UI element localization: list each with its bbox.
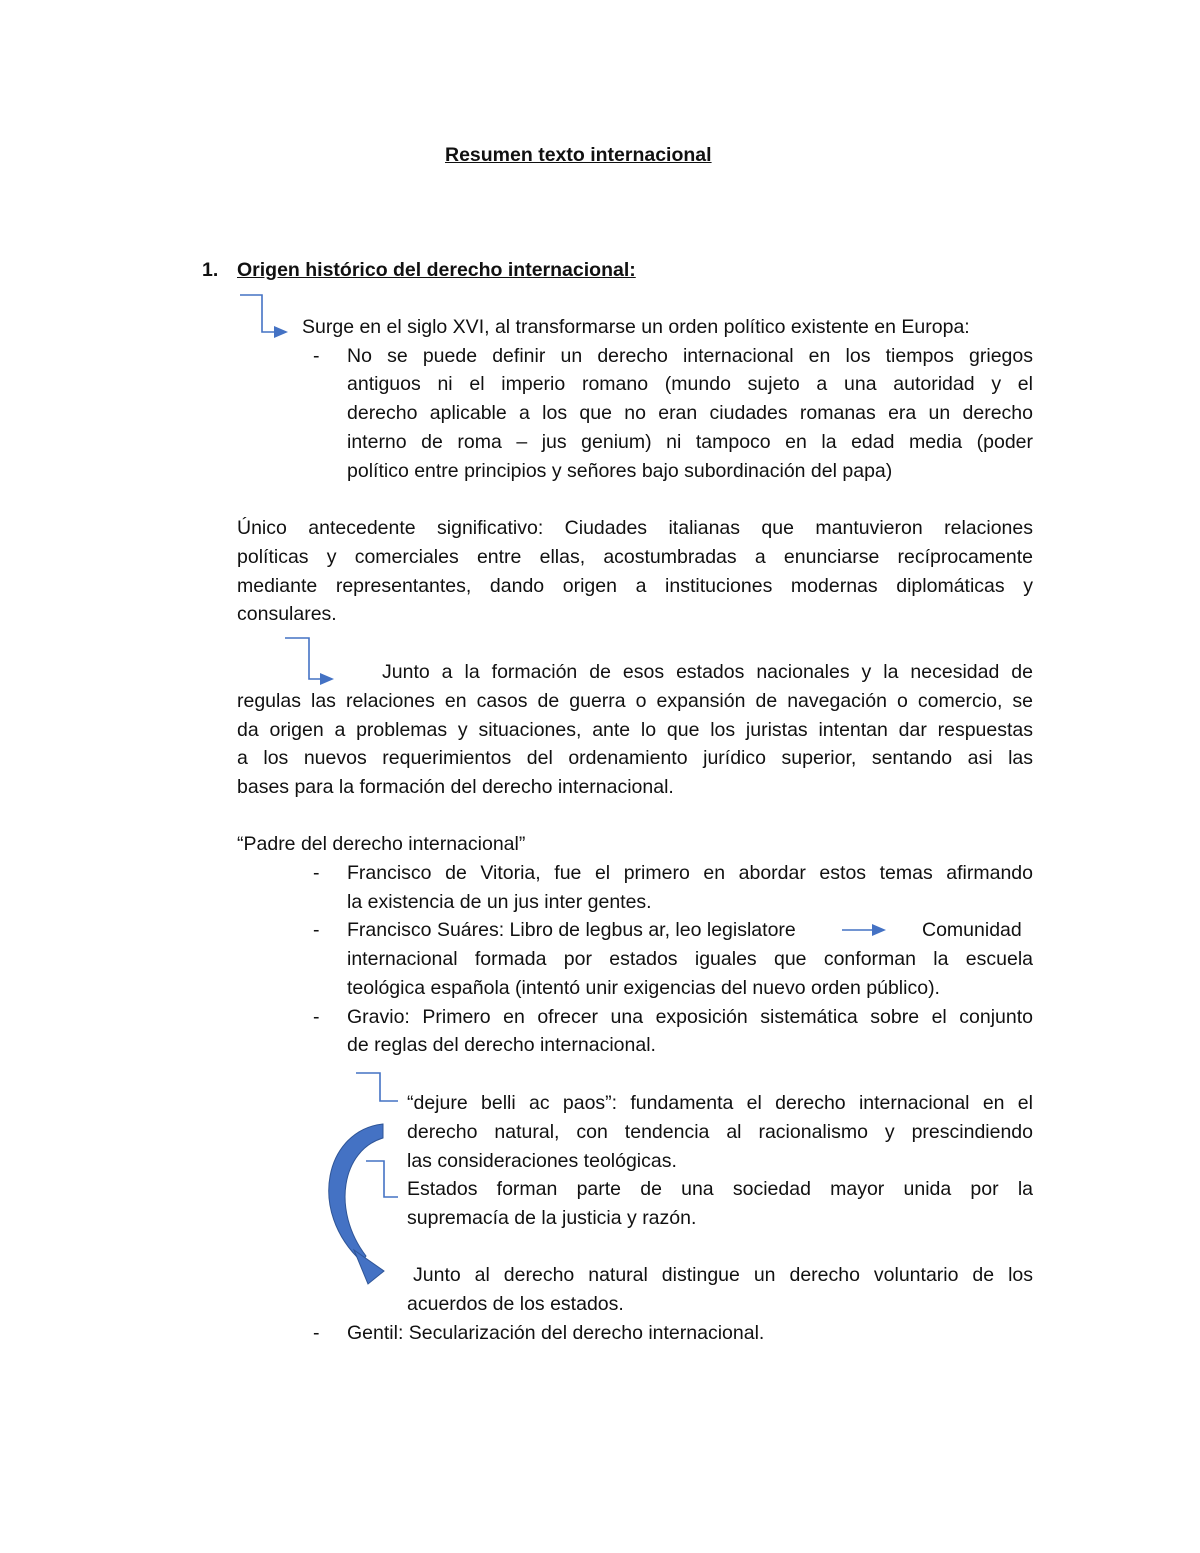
- dejure-line: “dejure belli ac paos”: fundamenta el derecho internacional en el: [407, 1092, 1033, 1114]
- suares-line: internacional formada por estados iguales que conforman la escuela: [347, 948, 1033, 970]
- no-se-puede-line: antiguos ni el imperio romano (mundo sujeto a una autoridad y el: [347, 373, 1033, 395]
- bracket-line-icon: [366, 1161, 398, 1197]
- junto-line: bases para la formación del derecho internacional.: [237, 776, 674, 798]
- curved-arrow-icon: [329, 1124, 384, 1284]
- unico-line: mediante representantes, dando origen a instituciones modernas diplomáticas y: [237, 575, 1033, 597]
- junto-line: Junto a la formación de esos estados nacionales y la necesidad de: [382, 661, 1033, 683]
- elbow-arrow-icon: [285, 638, 334, 685]
- junto-line: a los nuevos requerimientos del ordenamiento jurídico superior, sentando asi las: [237, 747, 1033, 769]
- section-number: 1.: [202, 259, 219, 281]
- suares-line: teológica española (intentó unir exigencias del nuevo orden público).: [347, 977, 940, 999]
- section-heading: Origen histórico del derecho internacional:: [237, 259, 636, 281]
- gravio-line: de reglas del derecho internacional.: [347, 1034, 656, 1056]
- junto-natural-line: Junto al derecho natural distingue un derecho voluntario de los: [413, 1264, 1033, 1286]
- bracket-line-icon: [356, 1073, 398, 1101]
- bullet-dash: -: [313, 1006, 320, 1028]
- page-title: Resumen texto internacional: [445, 144, 712, 166]
- bullet-dash: -: [313, 862, 320, 884]
- estados-line: Estados forman parte de una sociedad mayor unida por la: [407, 1178, 1033, 1200]
- padre-heading: “Padre del derecho internacional”: [237, 833, 526, 855]
- suares-comunidad: Comunidad: [922, 919, 1022, 941]
- no-se-puede-line: interno de roma – jus genium) ni tampoco en la edad media (poder: [347, 431, 1033, 453]
- estados-line: supremacía de la justicia y razón.: [407, 1207, 697, 1229]
- bullet-dash: -: [313, 919, 320, 941]
- elbow-arrow-icon: [240, 295, 288, 338]
- vitoria-line: la existencia de un jus inter gentes.: [347, 891, 652, 913]
- no-se-puede-line: No se puede definir un derecho internacional en los tiempos griegos: [347, 345, 1033, 367]
- unico-line: políticas y comerciales entre ellas, acostumbradas a enunciarse recíprocamente: [237, 546, 1033, 568]
- dejure-line: derecho natural, con tendencia al racionalismo y prescindiendo: [407, 1121, 1033, 1143]
- suares-line: Francisco Suáres: Libro de legbus ar, leo legislatore: [347, 919, 796, 941]
- gentil-line: Gentil: Secularización del derecho internacional.: [347, 1322, 765, 1344]
- unico-line: Único antecedente significativo: Ciudades italianas que mantuvieron relaciones: [237, 517, 1033, 539]
- unico-line: consulares.: [237, 603, 337, 625]
- right-arrow-icon: [842, 924, 886, 936]
- dejure-line: las consideraciones teológicas.: [407, 1150, 677, 1172]
- bullet-dash: -: [313, 1322, 320, 1344]
- no-se-puede-line: derecho aplicable a los que no eran ciudades romanas era un derecho: [347, 402, 1033, 424]
- junto-line: regulas las relaciones en casos de guerra o expansión de navegación o comercio, se: [237, 690, 1033, 712]
- surge-paragraph: Surge en el siglo XVI, al transformarse un orden político existente en Europa:: [302, 316, 970, 338]
- no-se-puede-line: político entre principios y señores bajo subordinación del papa): [347, 460, 893, 482]
- gravio-line: Gravio: Primero en ofrecer una exposición sistemática sobre el conjunto: [347, 1006, 1033, 1028]
- junto-line: da origen a problemas y situaciones, ante lo que los juristas intentan dar respuestas: [237, 719, 1033, 741]
- junto-natural-line: acuerdos de los estados.: [407, 1293, 624, 1315]
- vitoria-line: Francisco de Vitoria, fue el primero en abordar estos temas afirmando: [347, 862, 1033, 884]
- bullet-dash: -: [313, 345, 320, 367]
